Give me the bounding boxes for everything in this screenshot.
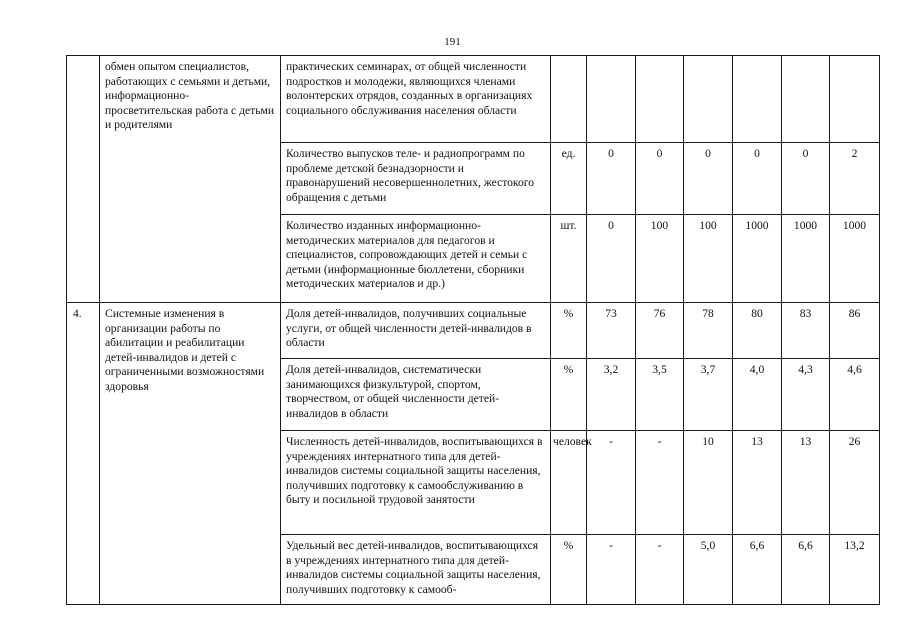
indicator-cell: Доля детей-инвалидов, получивших социальные услуги, от общей численности детей-инвалидов в области <box>281 303 551 359</box>
row-index-cell <box>67 56 100 303</box>
value-cell <box>782 56 830 143</box>
indicator-cell: Количество изданных информационно-методических материалов для педагогов и специалистов, сопровождающих детей и семьи с детьми (информационные бюллетени, сборники методических материалов и др.) <box>281 215 551 303</box>
value-cell: 1000 <box>782 215 830 303</box>
indicators-table <box>66 55 880 605</box>
value-cell: 76 <box>636 303 684 359</box>
value-cell: - <box>587 431 636 535</box>
value-cell: 4,3 <box>782 359 830 431</box>
value-cell <box>587 56 636 143</box>
value-cell: 13 <box>782 431 830 535</box>
unit-cell: % <box>551 303 587 359</box>
value-cell: 86 <box>830 303 880 359</box>
unit-cell <box>551 56 587 143</box>
value-cell: 6,6 <box>733 535 782 605</box>
value-cell <box>830 56 880 143</box>
value-cell: 4,0 <box>733 359 782 431</box>
indicator-cell: Удельный вес детей-инвалидов, воспитывающихся в учреждениях интернатного типа для детей-инвалидов системы социальной защиты населения, получивших подготовку к самооб- <box>281 535 551 605</box>
value-cell: 100 <box>636 215 684 303</box>
value-cell: 5,0 <box>684 535 733 605</box>
value-cell: 0 <box>636 143 684 215</box>
value-cell: 6,6 <box>782 535 830 605</box>
table-row <box>67 56 880 143</box>
value-cell: 10 <box>684 431 733 535</box>
unit-cell: шт. <box>551 215 587 303</box>
value-cell: 78 <box>684 303 733 359</box>
indicator-cell: Численность детей-инвалидов, воспитывающихся в учреждениях интернатного типа для детей-инвалидов системы социальной защиты населения, получивших подготовку к самообслуживанию в быту и посильной трудовой занятости <box>281 431 551 535</box>
value-cell: 3,7 <box>684 359 733 431</box>
unit-cell: % <box>551 535 587 605</box>
value-cell <box>684 56 733 143</box>
indicator-cell: практических семинарах, от общей численности подростков и молодежи, являющихся членами волонтерских отрядов, созданных в организациях социального обслуживания населения области <box>281 56 551 143</box>
value-cell: 80 <box>733 303 782 359</box>
value-cell: 0 <box>782 143 830 215</box>
page-number: 191 <box>444 36 461 48</box>
table-row <box>67 303 880 359</box>
indicator-cell: Доля детей-инвалидов, систематически занимающихся физкультурой, спортом, творчеством, от общей численности детей-инвалидов в области <box>281 359 551 431</box>
value-cell: - <box>587 535 636 605</box>
value-cell: 100 <box>684 215 733 303</box>
value-cell: 13 <box>733 431 782 535</box>
value-cell <box>636 56 684 143</box>
value-cell: 3,5 <box>636 359 684 431</box>
row-index-cell: 4. <box>67 303 100 605</box>
value-cell: 0 <box>684 143 733 215</box>
unit-cell: человек <box>551 431 587 535</box>
value-cell: 1000 <box>830 215 880 303</box>
value-cell: 4,6 <box>830 359 880 431</box>
value-cell: - <box>636 535 684 605</box>
value-cell: 3,2 <box>587 359 636 431</box>
value-cell: 73 <box>587 303 636 359</box>
value-cell: 2 <box>830 143 880 215</box>
activity-cell: обмен опытом специалистов, работающих с семьями и детьми, информационно-просветительская работа с детьми и родителями <box>100 56 281 303</box>
indicator-cell: Количество выпусков теле- и радиопрограмм по проблеме детской безнадзорности и правонарушений несовершеннолетних, жестокого обращения с детьми <box>281 143 551 215</box>
value-cell: 1000 <box>733 215 782 303</box>
unit-cell: % <box>551 359 587 431</box>
value-cell: 83 <box>782 303 830 359</box>
value-cell: 0 <box>587 143 636 215</box>
value-cell: 0 <box>733 143 782 215</box>
value-cell: 26 <box>830 431 880 535</box>
value-cell: 0 <box>587 215 636 303</box>
activity-cell: Системные изменения в организации работы по абилитации и реабилитации детей-инвалидов и детей с ограниченными возможностями здоровья <box>100 303 281 605</box>
value-cell <box>733 56 782 143</box>
unit-cell: ед. <box>551 143 587 215</box>
value-cell: 13,2 <box>830 535 880 605</box>
value-cell: - <box>636 431 684 535</box>
